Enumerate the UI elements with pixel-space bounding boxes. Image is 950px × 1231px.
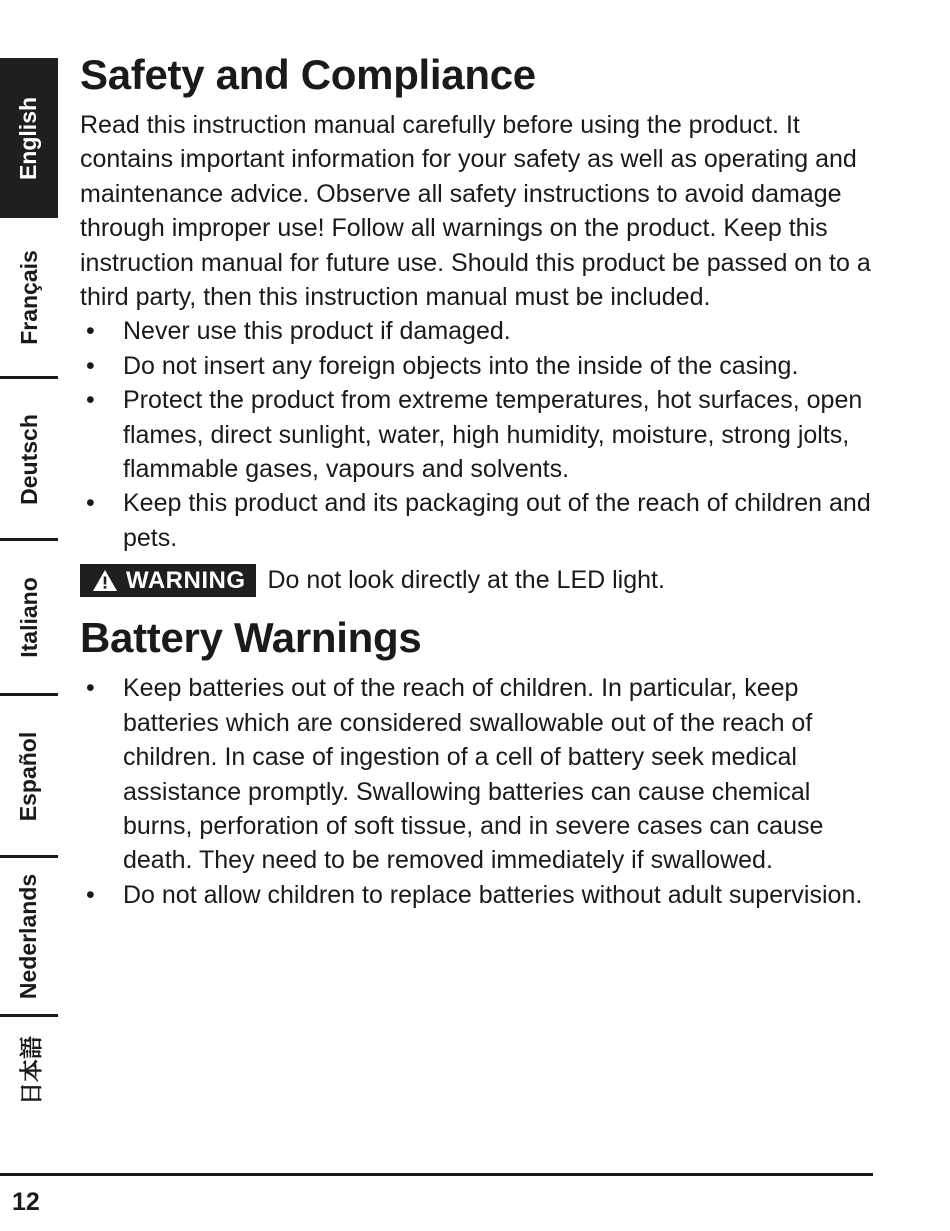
lang-tab-label: Italiano: [15, 576, 42, 658]
tab-divider: [0, 693, 58, 696]
list-item: • Never use this product if damaged.: [80, 314, 880, 348]
tab-divider: [0, 1014, 58, 1017]
battery-bullet-list: [80, 671, 880, 912]
manual-content: [80, 50, 880, 912]
lang-tab-label: 日本語: [17, 1036, 44, 1105]
battery-title: Battery Warnings: [80, 614, 422, 662]
safety-title: Safety and Compliance: [80, 51, 536, 98]
lang-tab-japanese[interactable]: [0, 1018, 58, 1123]
warning-badge: [80, 564, 256, 597]
tab-divider: [0, 855, 58, 858]
safety-bullet-list: [80, 314, 880, 555]
list-item: • Do not insert any foreign objects into the inside of the casing.: [80, 349, 880, 383]
list-item: • Protect the product from extreme temperatures, hot surfaces, open flames, direct sunlight, water, high humidity, moisture, strong jolts, flammable gases, vapours and solvents.: [80, 383, 880, 486]
lang-tab-label: Français: [15, 250, 42, 345]
lang-tab-label: Deutsch: [15, 413, 42, 505]
lang-tab-italiano[interactable]: [0, 542, 58, 692]
page-number: 12: [12, 1188, 40, 1216]
lang-tab-deutsch[interactable]: [0, 380, 58, 538]
lang-tab-english[interactable]: [0, 58, 58, 218]
lang-tab-label: Nederlands: [15, 873, 42, 1000]
lang-tab-espanol[interactable]: [0, 697, 58, 855]
footer-divider: [0, 1173, 873, 1176]
safety-intro: Read this instruction manual carefully before using the product. It contains important information for your safety as well as operating and maintenance advice. Observe all safety instructions to avoid damage through improper use! Follow all warnings on the product. Keep this instruction manual for future use. Should this product be passed on to a third party, then this instruction manual must be included.: [80, 111, 871, 312]
warning-text: Do not look directly at the LED light.: [267, 566, 665, 595]
tab-divider: [0, 376, 58, 379]
list-item: • Keep batteries out of the reach of children. In particular, keep batteries which are considered swallowable out of the reach of children. In case of ingestion of a cell of battery seek medical assistance promptly. Swallowing batteries can cause chemical burns, perforation of soft tissue, and in severe cases can cause death. They need to be removed immediately if swallowed.: [80, 671, 880, 877]
list-item: • Do not allow children to replace batteries without adult supervision.: [80, 878, 880, 912]
lang-tab-label: Español: [15, 731, 42, 821]
lang-tab-francais[interactable]: [0, 220, 58, 375]
warning-label: WARNING: [126, 566, 246, 594]
warning-triangle-icon: [92, 569, 118, 592]
tab-divider: [0, 538, 58, 541]
list-item: • Keep this product and its packaging out of the reach of children and pets.: [80, 486, 880, 555]
lang-tab-label: English: [15, 96, 42, 180]
lang-tab-nederlands[interactable]: [0, 859, 58, 1014]
warning-notice: [80, 564, 880, 597]
